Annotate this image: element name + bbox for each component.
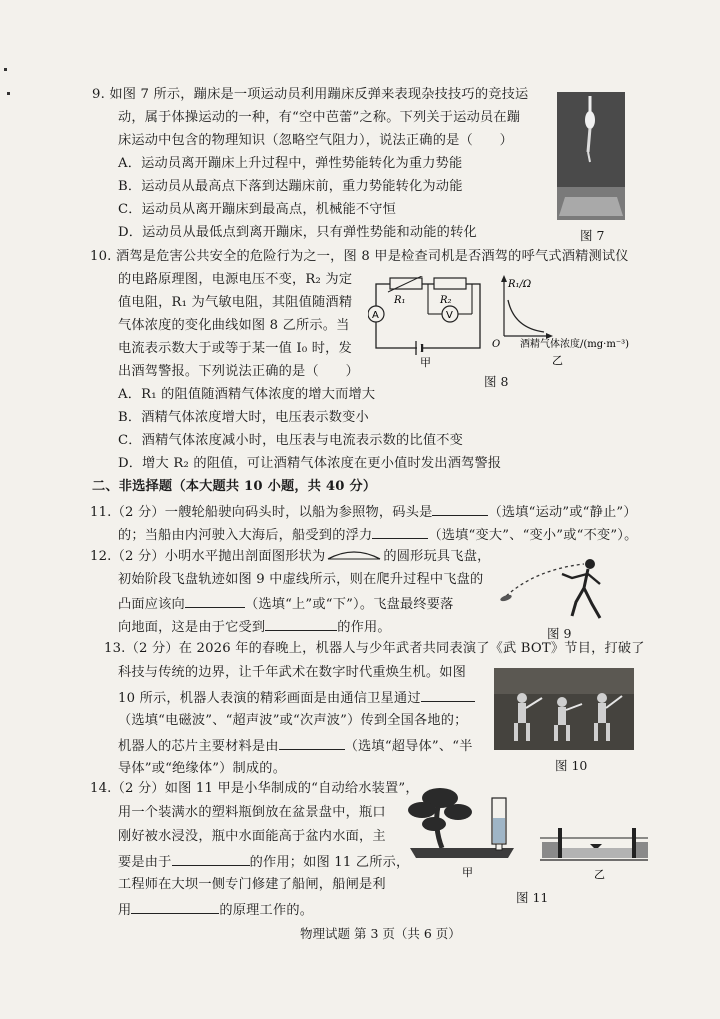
- q11-line-1: [90, 502, 637, 522]
- graph-x-label: 酒精气体浓度/(mg·m⁻³): [520, 339, 630, 350]
- q13-text-5a: 机器人的芯片主要材料是由: [118, 739, 279, 754]
- circuit-sub-label: 甲: [420, 356, 431, 368]
- q12-text-3b: （选填“上”或“下”）。飞盘最终要落: [244, 597, 454, 612]
- resistance-curve: [508, 300, 544, 332]
- graph-sub-label: 乙: [552, 354, 563, 367]
- q14-text-4a: 要是由于: [118, 855, 172, 870]
- q13-line-3: [118, 688, 475, 708]
- q13-line-5: [118, 736, 473, 756]
- q10-line-4: 气体浓度的变化曲线如图 8 乙所示。当: [118, 318, 350, 333]
- q11-text-1b: （选填“运动”或“静止”）: [488, 505, 637, 520]
- q14-blank-2[interactable]: [131, 900, 219, 914]
- q10-line-1: 10. 酒驾是危害公共安全的危险行为之一，图 8 甲是检查司机是否酒驾的呼气式酒精测试仪: [90, 249, 629, 264]
- figure-10-caption: 图 10: [555, 758, 588, 773]
- figure-7-caption: 图 7: [580, 228, 605, 243]
- section-2-title: 二、非选择题（本大题共 10 小题，共 40 分）: [92, 479, 377, 494]
- q11-text-2b: （选填“变大”、“变小”或“不变”）。: [428, 528, 638, 543]
- q11-blank-2[interactable]: [372, 525, 428, 539]
- robot-performance-photo: [494, 668, 634, 750]
- q9-option-c: C．运动员从离开蹦床到最高点，机械能不守恒: [118, 202, 397, 217]
- q14-line-6: [118, 900, 313, 920]
- figure-11-caption: 图 11: [516, 890, 549, 905]
- scan-mark: [7, 92, 10, 95]
- q11-line-2: [118, 525, 637, 545]
- q12-text-3a: 凸面应该向: [118, 597, 185, 612]
- bonsai-tree-icon: [408, 788, 472, 831]
- q13-line-6: 导体”或“绝缘体”）制成的。: [118, 761, 287, 776]
- q14-text-6a: 用: [118, 903, 132, 918]
- q10-option-a: A．R₁ 的阻值随酒精气体浓度的增大而增大: [118, 387, 376, 402]
- q11-blank-1[interactable]: [432, 502, 488, 516]
- q14-line-5: 工程师在大坝一侧专门修建了船闸，船闸是利: [118, 877, 386, 892]
- q9-line-2: 动，属于体操运动的一种，有“空中芭蕾”之称。下列关于运动员在蹦: [118, 110, 521, 125]
- figure-11b-label: 乙: [594, 868, 605, 881]
- q10-line-6: 出酒驾警报。下列说法正确的是（ ）: [118, 364, 359, 379]
- figure-11a-bonsai-waterer: [404, 778, 540, 882]
- graph-y-label: R₁/Ω: [508, 279, 532, 290]
- q10-line-3: 值电阻，R₁ 为气敏电阻，其阻值随酒精: [118, 295, 353, 310]
- trampoline-photo: [557, 92, 625, 220]
- q9-option-b: B．运动员从最高点下落到达蹦床前，重力势能转化为动能: [118, 179, 463, 194]
- figure-8-caption: 图 8: [484, 374, 509, 389]
- page-footer: 物理试题 第 3 页（共 6 页）: [300, 926, 461, 941]
- q13-line-4: （选填“电磁波”、“超声波”或“次声波”）传到全国各地的；: [118, 713, 468, 728]
- q9-line-1: 9. 如图 7 所示，蹦床是一项运动员利用蹦床反弹来表现杂技技巧的竞技运: [92, 87, 529, 102]
- q13-blank-2[interactable]: [279, 736, 345, 750]
- q13-line-1: 13.（2 分）在 2026 年的春晚上，机器人与少年武者共同表演了《武 BOT》节目，打破了: [104, 641, 645, 656]
- q14-line-1: 14.（2 分）如图 11 甲是小华制成的“自动给水装置”，: [90, 781, 419, 796]
- figure-11b-ship-lock: [540, 824, 650, 882]
- q10-line-5: 电流表示数大于或等于某一值 I₀ 时，发: [118, 341, 352, 356]
- q11-text-1a: 11.（2 分）一艘轮船驶向码头时，以船为参照物，码头是: [90, 505, 433, 520]
- q12-blank-2[interactable]: [265, 617, 337, 631]
- q12-text-4a: 向地面，这是由于它受到: [118, 620, 266, 635]
- q12-line-3: [118, 594, 454, 614]
- q10-option-d: D．增大 R₂ 的阻值，可让酒精气体浓度在更小值时发出酒驾警报: [118, 456, 502, 471]
- q13-line-2: 科技与传统的边界，让千年武术在数字时代重焕生机。如图: [118, 665, 467, 680]
- q12-text-1a: 12.（2 分）小明水平抛出剖面图形状为: [90, 549, 326, 564]
- frisbee-icon: [500, 594, 513, 603]
- figure-8-circuit: [368, 276, 486, 368]
- q12-text-4b: 的作用。: [337, 620, 391, 635]
- q14-line-2: 用一个装满水的塑料瓶倒放在盆景盘中，瓶口: [118, 805, 386, 820]
- q10-line-2: 的电路原理图，电源电压不变，R₂ 为定: [118, 272, 353, 287]
- q12-blank-1[interactable]: [185, 594, 245, 608]
- figure-8-graph: [490, 274, 680, 372]
- q12-line-1: [90, 548, 490, 566]
- q14-line-3: 刚好被水浸没，瓶中水面能高于盆内水面，主: [118, 829, 386, 844]
- ammeter-label: A: [372, 310, 379, 321]
- graph-origin: O: [492, 339, 501, 350]
- q12-text-1b: 的圆形玩具飞盘，: [383, 549, 491, 564]
- r2-resistor: [434, 278, 466, 289]
- q9-option-d: D．运动员从最低点到离开蹦床，只有弹性势能和动能的转化: [118, 225, 477, 240]
- robot-performance-illustration: [494, 668, 634, 750]
- r2-label: R₂: [440, 295, 452, 306]
- figure-11a-label: 甲: [462, 866, 473, 879]
- q12-line-4: [118, 617, 391, 637]
- trajectory-dashed: [502, 564, 584, 600]
- q10-option-b: B．酒精气体浓度增大时，电压表示数变小: [118, 410, 369, 425]
- ship-icon: [590, 844, 602, 848]
- figure-9-caption: 图 9: [547, 626, 572, 641]
- q14-line-4: [118, 852, 409, 872]
- r1-label: R₁: [394, 295, 406, 306]
- scan-mark: [4, 68, 7, 71]
- q13-text-5b: （选填“超导体”、“半: [344, 739, 473, 754]
- q14-text-4b: 的作用；如图 11 乙所示，: [249, 855, 410, 870]
- q12-line-2: 初始阶段飞盘轨迹如图 9 中虚线所示，则在爬升过程中飞盘的: [118, 572, 484, 587]
- frisbee-profile-icon: [325, 548, 383, 562]
- trampoline-athlete-illustration: [557, 92, 625, 220]
- q9-line-3: 床运动中包含的物理知识（忽略空气阻力），说法正确的是（ ）: [118, 133, 514, 148]
- q13-blank-1[interactable]: [421, 688, 475, 702]
- voltmeter-label: V: [446, 310, 453, 321]
- q13-text-3a: 10 所示，机器人表演的精彩画面是由通信卫星通过: [118, 691, 421, 706]
- figure-9-frisbee-thrower: [492, 550, 620, 626]
- q14-text-6b: 的原理工作的。: [219, 903, 314, 918]
- q11-text-2a: 的；当船由内河驶入大海后，船受到的浮力: [118, 528, 373, 543]
- q14-blank-1[interactable]: [172, 852, 250, 866]
- q9-option-a: A．运动员离开蹦床上升过程中，弹性势能转化为重力势能: [118, 156, 463, 171]
- q10-option-c: C．酒精气体浓度减小时，电压表与电流表示数的比值不变: [118, 433, 463, 448]
